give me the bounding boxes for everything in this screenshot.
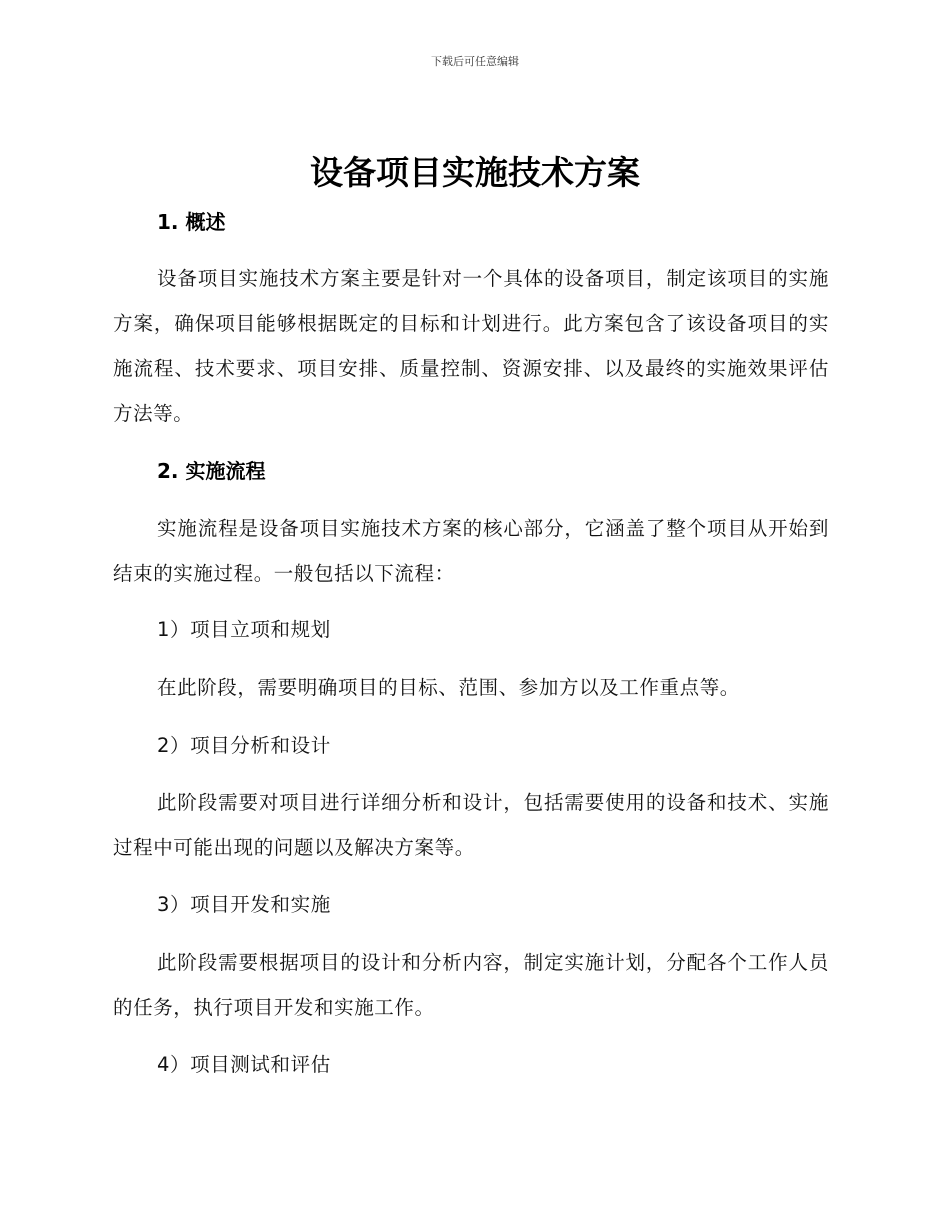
step-title-1: 1）项目立项和规划: [157, 618, 331, 641]
step-description-1: 在此阶段，需要明确项目的目标、范围、参加方以及工作重点等。: [157, 676, 740, 699]
header-note: 下载后可任意编辑: [431, 55, 519, 68]
step-description-3: 此阶段需要根据项目的设计和分析内容，制定实施计划，分配各个工作人员的任务，执行项目开发和实施工作。: [113, 951, 829, 1019]
document-title: 设备项目实施技术方案: [310, 153, 640, 192]
overview-paragraph: 设备项目实施技术方案主要是针对一个具体的设备项目，制定该项目的实施方案，确保项目能够根据既定的目标和计划进行。此方案包含了该设备项目的实施流程、技术要求、项目安排、质量控制、资源安排、以及最终的实施效果评估方法等。: [113, 267, 829, 425]
step-title-4: 4）项目测试和评估: [157, 1053, 331, 1076]
step-description-2: 此阶段需要对项目进行详细分析和设计，包括需要使用的设备和技术、实施过程中可能出现的问题以及解决方案等。: [113, 791, 829, 859]
process-intro-paragraph: 实施流程是设备项目实施技术方案的核心部分，它涵盖了整个项目从开始到结束的实施过程。一般包括以下流程：: [113, 517, 829, 585]
section-heading-process: 2. 实施流程: [157, 459, 266, 483]
step-title-3: 3）项目开发和实施: [157, 893, 331, 916]
section-heading-overview: 1. 概述: [157, 210, 226, 234]
step-title-2: 2）项目分析和设计: [157, 734, 331, 757]
